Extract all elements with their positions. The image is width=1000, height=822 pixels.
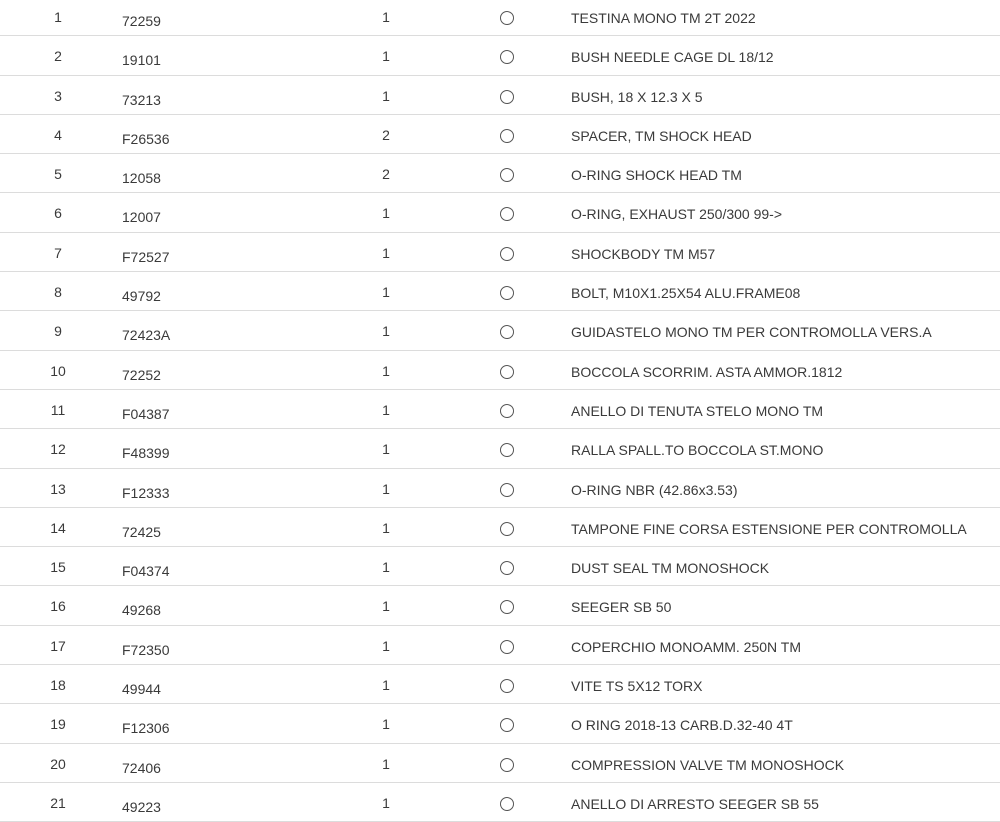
quantity: 1 bbox=[382, 716, 390, 733]
part-code: 73213 bbox=[122, 91, 161, 108]
quantity: 2 bbox=[382, 166, 390, 183]
part-code: F12306 bbox=[122, 720, 170, 737]
part-description: ANELLO DI ARRESTO SEEGER SB 55 bbox=[571, 795, 819, 812]
table-row[interactable] bbox=[0, 76, 1000, 115]
table-row[interactable] bbox=[0, 508, 1000, 547]
quantity: 1 bbox=[382, 794, 390, 811]
quantity: 1 bbox=[382, 362, 390, 379]
table-row[interactable] bbox=[0, 272, 1000, 311]
part-description: TAMPONE FINE CORSA ESTENSIONE PER CONTROMOLLA bbox=[571, 520, 967, 537]
part-code: 19101 bbox=[122, 52, 161, 69]
quantity: 2 bbox=[382, 126, 390, 143]
part-description: O-RING SHOCK HEAD TM bbox=[571, 167, 742, 184]
position-number: 11 bbox=[50, 401, 66, 418]
position-number: 16 bbox=[50, 598, 66, 615]
part-description: O RING 2018-13 CARB.D.32-40 4T bbox=[571, 717, 793, 734]
part-code: 72252 bbox=[122, 366, 161, 383]
part-code: 12058 bbox=[122, 170, 161, 187]
quantity: 1 bbox=[382, 755, 390, 772]
part-description: RALLA SPALL.TO BOCCOLA ST.MONO bbox=[571, 442, 824, 459]
part-description: SHOCKBODY TM M57 bbox=[571, 245, 716, 262]
quantity: 1 bbox=[382, 244, 390, 261]
select-radio[interactable] bbox=[500, 325, 514, 339]
position-number: 4 bbox=[54, 126, 62, 143]
table-row[interactable] bbox=[0, 744, 1000, 783]
table-row[interactable] bbox=[0, 586, 1000, 625]
position-number: 6 bbox=[54, 205, 62, 222]
select-radio[interactable] bbox=[500, 522, 514, 536]
position-number: 14 bbox=[50, 519, 66, 536]
select-radio[interactable] bbox=[500, 168, 514, 182]
part-description: O-RING, EXHAUST 250/300 99-> bbox=[571, 206, 782, 223]
select-radio[interactable] bbox=[500, 443, 514, 457]
select-radio[interactable] bbox=[500, 50, 514, 64]
select-radio[interactable] bbox=[500, 640, 514, 654]
select-radio[interactable] bbox=[500, 365, 514, 379]
part-code: 49792 bbox=[122, 288, 161, 305]
quantity: 1 bbox=[382, 284, 390, 301]
table-row[interactable] bbox=[0, 193, 1000, 232]
select-radio[interactable] bbox=[500, 797, 514, 811]
part-description: BUSH NEEDLE CAGE DL 18/12 bbox=[571, 49, 774, 66]
quantity: 1 bbox=[382, 87, 390, 104]
part-code: 49223 bbox=[122, 798, 161, 815]
select-radio[interactable] bbox=[500, 247, 514, 261]
table-row[interactable] bbox=[0, 665, 1000, 704]
select-radio[interactable] bbox=[500, 11, 514, 25]
part-code: F12333 bbox=[122, 484, 170, 501]
select-radio[interactable] bbox=[500, 129, 514, 143]
position-number: 5 bbox=[54, 166, 62, 183]
position-number: 8 bbox=[54, 284, 62, 301]
table-row[interactable] bbox=[0, 626, 1000, 665]
position-number: 13 bbox=[50, 480, 66, 497]
table-row[interactable] bbox=[0, 390, 1000, 429]
quantity: 1 bbox=[382, 598, 390, 615]
position-number: 18 bbox=[50, 677, 66, 694]
quantity: 1 bbox=[382, 637, 390, 654]
part-description: SEEGER SB 50 bbox=[571, 599, 672, 616]
select-radio[interactable] bbox=[500, 561, 514, 575]
part-description: VITE TS 5X12 TORX bbox=[571, 678, 703, 695]
part-description: BUSH, 18 X 12.3 X 5 bbox=[571, 88, 703, 105]
part-code: 49268 bbox=[122, 602, 161, 619]
table-row[interactable] bbox=[0, 547, 1000, 586]
quantity: 1 bbox=[382, 480, 390, 497]
part-code: F26536 bbox=[122, 130, 170, 147]
part-code: 12007 bbox=[122, 209, 161, 226]
quantity: 1 bbox=[382, 323, 390, 340]
table-row[interactable] bbox=[0, 311, 1000, 350]
select-radio[interactable] bbox=[500, 404, 514, 418]
part-description: COMPRESSION VALVE TM MONOSHOCK bbox=[571, 756, 845, 773]
part-description: O-RING NBR (42.86x3.53) bbox=[571, 481, 738, 498]
select-radio[interactable] bbox=[500, 286, 514, 300]
table-row[interactable] bbox=[0, 704, 1000, 743]
part-code: 72423A bbox=[122, 327, 171, 344]
part-description: BOLT, M10X1.25X54 ALU.FRAME08 bbox=[571, 285, 801, 302]
select-radio[interactable] bbox=[500, 679, 514, 693]
part-description: TESTINA MONO TM 2T 2022 bbox=[571, 10, 756, 26]
position-number: 9 bbox=[54, 323, 62, 340]
part-description: COPERCHIO MONOAMM. 250N TM bbox=[571, 638, 801, 655]
select-radio[interactable] bbox=[500, 758, 514, 772]
part-description: BOCCOLA SCORRIM. ASTA AMMOR.1812 bbox=[571, 363, 843, 380]
part-description: SPACER, TM SHOCK HEAD bbox=[571, 127, 752, 144]
select-radio[interactable] bbox=[500, 483, 514, 497]
position-number: 3 bbox=[54, 87, 62, 104]
table-row[interactable] bbox=[0, 154, 1000, 193]
position-number: 20 bbox=[50, 755, 66, 772]
table-row[interactable] bbox=[0, 469, 1000, 508]
part-code: 72259 bbox=[122, 13, 161, 29]
position-number: 19 bbox=[50, 716, 66, 733]
part-code: F48399 bbox=[122, 445, 170, 462]
select-radio[interactable] bbox=[500, 718, 514, 732]
part-description: GUIDASTELO MONO TM PER CONTROMOLLA VERS.A bbox=[571, 324, 932, 341]
quantity: 1 bbox=[382, 9, 390, 25]
part-code: F72350 bbox=[122, 641, 170, 658]
table-row[interactable] bbox=[0, 115, 1000, 154]
part-code: F72527 bbox=[122, 248, 170, 265]
part-code: 72406 bbox=[122, 759, 161, 776]
select-radio[interactable] bbox=[500, 207, 514, 221]
table-row[interactable] bbox=[0, 351, 1000, 390]
select-radio[interactable] bbox=[500, 600, 514, 614]
position-number: 1 bbox=[54, 9, 62, 25]
quantity: 1 bbox=[382, 401, 390, 418]
table-row[interactable] bbox=[0, 36, 1000, 75]
position-number: 12 bbox=[50, 441, 66, 458]
quantity: 1 bbox=[382, 677, 390, 694]
position-number: 2 bbox=[54, 48, 62, 65]
table-row[interactable] bbox=[0, 429, 1000, 468]
select-radio[interactable] bbox=[500, 90, 514, 104]
position-number: 17 bbox=[50, 637, 66, 654]
part-code: F04374 bbox=[122, 563, 170, 580]
table-row[interactable] bbox=[0, 233, 1000, 272]
quantity: 1 bbox=[382, 441, 390, 458]
table-row[interactable] bbox=[0, 0, 1000, 36]
quantity: 1 bbox=[382, 205, 390, 222]
position-number: 21 bbox=[50, 794, 66, 811]
table-row[interactable] bbox=[0, 783, 1000, 822]
part-code: F04387 bbox=[122, 405, 170, 422]
position-number: 7 bbox=[54, 244, 62, 261]
quantity: 1 bbox=[382, 48, 390, 65]
quantity: 1 bbox=[382, 559, 390, 576]
part-code: 49944 bbox=[122, 681, 161, 698]
part-code: 72425 bbox=[122, 523, 161, 540]
quantity: 1 bbox=[382, 519, 390, 536]
position-number: 10 bbox=[50, 362, 66, 379]
part-description: ANELLO DI TENUTA STELO MONO TM bbox=[571, 402, 824, 419]
position-number: 15 bbox=[50, 559, 66, 576]
part-description: DUST SEAL TM MONOSHOCK bbox=[571, 560, 770, 577]
